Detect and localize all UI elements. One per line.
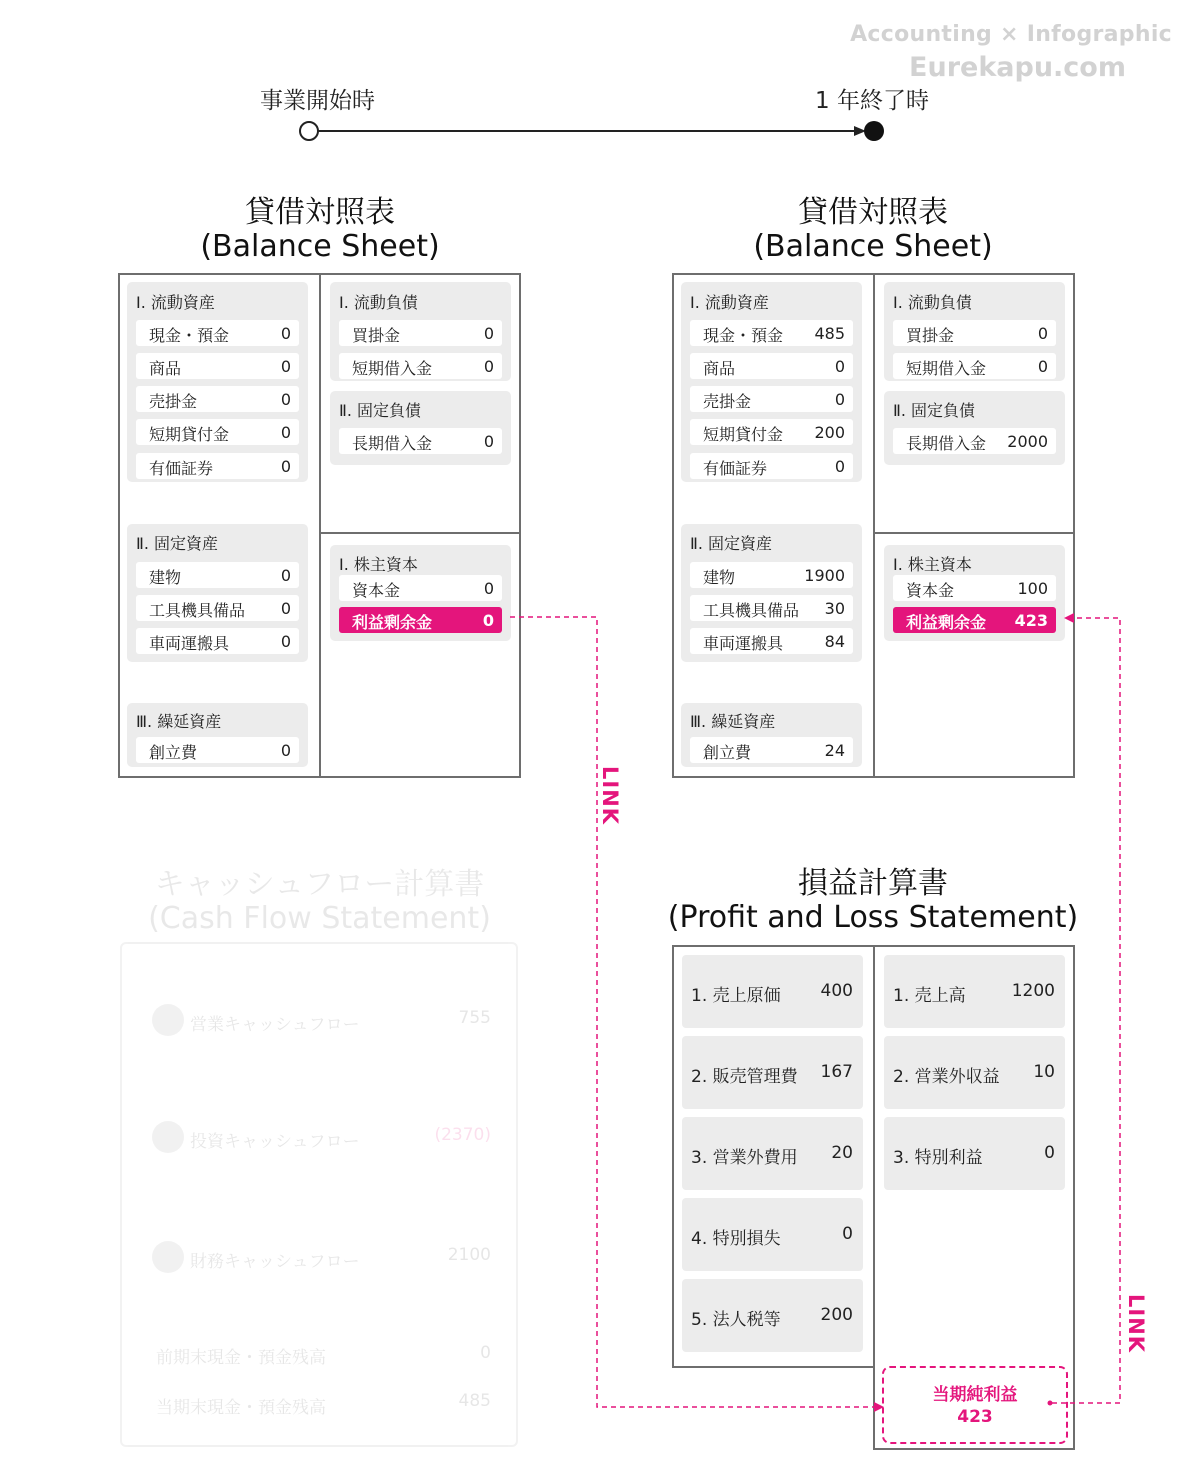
bs-end-current_assets-row-value: 0 bbox=[834, 390, 845, 409]
cf-begin-cash-label: 前期末現金・預金残高 bbox=[156, 1348, 326, 1368]
bs-start-deferred_assets-row-value: 0 bbox=[280, 741, 291, 760]
bs-end-current_assets-row-label: 短期貸付金 bbox=[703, 425, 784, 444]
bs-end-equity-row-value: 100 bbox=[1017, 579, 1048, 598]
bs-start-current_assets-row-value: 0 bbox=[280, 390, 291, 409]
cf-operating-label: 営業キャッシュフロー bbox=[190, 1015, 360, 1035]
bs-end-deferred_assets-row-label: 創立費 bbox=[703, 743, 752, 762]
bs-start-fixed_assets-header: Ⅱ. 固定資産 bbox=[136, 534, 219, 553]
bs-start-current_assets-row-label: 短期貸付金 bbox=[149, 425, 230, 444]
pl-revenue-value: 0 bbox=[1044, 1143, 1055, 1163]
bs-start-fixed_assets-row-label: 車両運搬具 bbox=[149, 634, 230, 653]
cf-end-cash-value: 485 bbox=[458, 1391, 491, 1411]
bs-start-current_assets-header: Ⅰ. 流動資産 bbox=[136, 293, 215, 312]
cf-title bbox=[118, 868, 521, 936]
bs-start-deferred_assets-header: Ⅲ. 繰延資産 bbox=[136, 712, 222, 731]
bs-end-fixed_assets-row-label: 車両運搬具 bbox=[703, 634, 784, 653]
cf-end-cash-label: 当期末現金・預金残高 bbox=[156, 1398, 326, 1418]
link-origin-dot bbox=[1048, 1401, 1053, 1406]
timeline-end-label: 1 年終了時 bbox=[815, 88, 929, 114]
bs-end-equity-row-label: 利益剰余金 bbox=[906, 613, 987, 632]
pl-expense-value: 20 bbox=[831, 1143, 853, 1163]
cf-investing-dot bbox=[152, 1121, 184, 1153]
bs-start-current_assets-row-label: 売掛金 bbox=[149, 392, 198, 411]
bs-start-current_assets-row-value: 0 bbox=[280, 457, 291, 476]
bs-start-current_assets-row-label: 有価証券 bbox=[149, 459, 214, 478]
bs-end-current_assets-row-value: 200 bbox=[814, 423, 845, 442]
bs-start-equity-row-value: 0 bbox=[482, 611, 494, 630]
net-income-label: 当期純利益 bbox=[932, 1385, 1018, 1405]
cf-financing-value: 2100 bbox=[447, 1245, 491, 1265]
cf-operating-dot bbox=[152, 1004, 184, 1036]
bs-start-fixed_assets-row-label: 工具機具備品 bbox=[149, 601, 246, 620]
bs-end-fixed_liabilities-header: Ⅱ. 固定負債 bbox=[893, 401, 976, 420]
bs-end-deferred_assets-header: Ⅲ. 繰延資産 bbox=[690, 712, 776, 731]
cf-investing-value: (2370) bbox=[434, 1125, 491, 1145]
link-arrow-right bbox=[1064, 613, 1074, 623]
cash-flow-statement bbox=[118, 868, 521, 1453]
bs-end-current_assets-row-value: 0 bbox=[834, 357, 845, 376]
cf-operating-value: 755 bbox=[458, 1008, 491, 1028]
pl-revenue-value: 10 bbox=[1033, 1062, 1055, 1082]
link-label-left: LINK bbox=[598, 766, 622, 826]
net-income-value: 423 bbox=[957, 1407, 993, 1427]
pl-revenue-label: 1. 売上高 bbox=[893, 986, 966, 1006]
bs-start-fixed_assets-row-label: 建物 bbox=[149, 568, 182, 587]
link-label-right: LINK bbox=[1124, 1294, 1148, 1354]
pl-expense-label: 4. 特別損失 bbox=[691, 1229, 781, 1249]
bs-start-current_assets-row-value: 0 bbox=[280, 423, 291, 442]
watermark-title: Accounting × Infographic bbox=[850, 22, 1172, 47]
bs-end-current_assets-row-label: 商品 bbox=[703, 359, 736, 378]
bs-start-current_assets-row-label: 商品 bbox=[149, 359, 182, 378]
bs-end-equity-header: Ⅰ. 株主資本 bbox=[893, 555, 972, 574]
cf-title-en: (Cash Flow Statement) bbox=[148, 901, 491, 936]
bs-start-fixed_liabilities-row-value: 0 bbox=[483, 432, 494, 451]
bs-end-fixed_assets-row-value: 30 bbox=[824, 599, 845, 618]
bs-start-current_assets-row-value: 0 bbox=[280, 324, 291, 343]
bs-end-current_liabilities-row-label: 短期借入金 bbox=[906, 359, 987, 378]
bs-end-fixed_assets-header: Ⅱ. 固定資産 bbox=[690, 534, 773, 553]
bs-end-current_assets-row-label: 売掛金 bbox=[703, 392, 752, 411]
bs-start-current_liabilities-row-value: 0 bbox=[483, 357, 494, 376]
link-arrow-left bbox=[874, 1402, 884, 1412]
bs-start-current_liabilities-row-value: 0 bbox=[483, 324, 494, 343]
bs-start-fixed_assets-row-value: 0 bbox=[280, 599, 291, 618]
bs-end-current_assets-header: Ⅰ. 流動資産 bbox=[690, 293, 769, 312]
bs-start-deferred_assets-row-label: 創立費 bbox=[149, 743, 198, 762]
cf-investing-label: 投資キャッシュフロー bbox=[190, 1132, 360, 1152]
pl-expense-value: 400 bbox=[820, 981, 853, 1001]
bs-start-fixed_assets-row-value: 0 bbox=[280, 566, 291, 585]
bs-end-fixed_liabilities-row-label: 長期借入金 bbox=[906, 434, 987, 453]
bs-start-current_liabilities-header: Ⅰ. 流動負債 bbox=[339, 293, 418, 312]
bs-start-equity-row-value: 0 bbox=[483, 579, 494, 598]
bs-start-current_liabilities-row-label: 買掛金 bbox=[352, 326, 401, 345]
bs-start-title-en: (Balance Sheet) bbox=[200, 229, 440, 264]
bs-end-title-jp: 貸借対照表 bbox=[798, 195, 948, 230]
bs-end-deferred_assets-row-value: 24 bbox=[824, 741, 845, 760]
bs-start-fixed_liabilities-row-label: 長期借入金 bbox=[352, 434, 433, 453]
pl-revenue-label: 3. 特別利益 bbox=[893, 1148, 983, 1168]
bs-end-current_liabilities-row-value: 0 bbox=[1037, 357, 1048, 376]
bs-end-equity-row-value: 423 bbox=[1014, 611, 1048, 630]
bs-end-equity-row-label: 資本金 bbox=[906, 581, 955, 600]
pl-revenue-value: 1200 bbox=[1011, 981, 1055, 1001]
bs-start-fixed_assets-row-value: 0 bbox=[280, 632, 291, 651]
pl-expense-value: 167 bbox=[820, 1062, 853, 1082]
bs-end-fixed_assets-row-label: 建物 bbox=[703, 568, 736, 587]
bs-end-current_liabilities-header: Ⅰ. 流動負債 bbox=[893, 293, 972, 312]
bs-end-fixed_assets-row-value: 84 bbox=[824, 632, 845, 651]
link-line-right bbox=[1052, 618, 1120, 1403]
pl-expense-label: 3. 営業外費用 bbox=[691, 1148, 798, 1168]
pl-expense-label: 5. 法人税等 bbox=[691, 1310, 781, 1330]
bs-end-current_assets-row-value: 0 bbox=[834, 457, 845, 476]
pl-expense-value: 0 bbox=[842, 1224, 853, 1244]
pl-title-jp: 損益計算書 bbox=[798, 866, 948, 901]
timeline-start-label: 事業開始時 bbox=[260, 88, 375, 114]
cf-financing-label: 財務キャッシュフロー bbox=[190, 1252, 360, 1272]
bs-end-fixed_assets-row-value: 1900 bbox=[804, 566, 845, 585]
bs-end-current_liabilities-row-value: 0 bbox=[1037, 324, 1048, 343]
pl-expense-value: 200 bbox=[820, 1305, 853, 1325]
bs-end-current_assets-row-value: 485 bbox=[814, 324, 845, 343]
bs-end-current_assets-row-label: 有価証券 bbox=[703, 459, 768, 478]
cf-title-jp: キャッシュフロー計算書 bbox=[154, 867, 485, 902]
bs-start-equity-header: Ⅰ. 株主資本 bbox=[339, 555, 418, 574]
bs-end-fixed_liabilities-row-value: 2000 bbox=[1007, 432, 1048, 451]
watermark-site: Eurekapu.com bbox=[909, 52, 1126, 83]
bs-start-current_assets-row-value: 0 bbox=[280, 357, 291, 376]
bs-end-fixed_assets-row-label: 工具機具備品 bbox=[703, 601, 800, 620]
bs-start-equity-row-label: 利益剰余金 bbox=[352, 613, 433, 632]
bs-end-current_liabilities-row-label: 買掛金 bbox=[906, 326, 955, 345]
bs-end-current_assets-row-label: 現金・預金 bbox=[703, 326, 784, 345]
pl-expense-label: 2. 販売管理費 bbox=[691, 1067, 798, 1087]
link-line-left bbox=[510, 617, 876, 1407]
bs-start-current_liabilities-row-label: 短期借入金 bbox=[352, 359, 433, 378]
cf-begin-cash-value: 0 bbox=[480, 1343, 491, 1363]
bs-start-current_assets-row-label: 現金・預金 bbox=[149, 326, 230, 345]
pl-expense-label: 1. 売上原価 bbox=[691, 986, 781, 1006]
bs-end-title-en: (Balance Sheet) bbox=[753, 229, 993, 264]
cf-financing-dot bbox=[152, 1241, 184, 1273]
pl-revenue-label: 2. 営業外収益 bbox=[893, 1067, 1000, 1087]
pl-title-en: (Profit and Loss Statement) bbox=[667, 900, 1079, 935]
bs-start-fixed_liabilities-header: Ⅱ. 固定負債 bbox=[339, 401, 422, 420]
bs-start-equity-row-label: 資本金 bbox=[352, 581, 401, 600]
bs-start-title-jp: 貸借対照表 bbox=[245, 195, 395, 230]
